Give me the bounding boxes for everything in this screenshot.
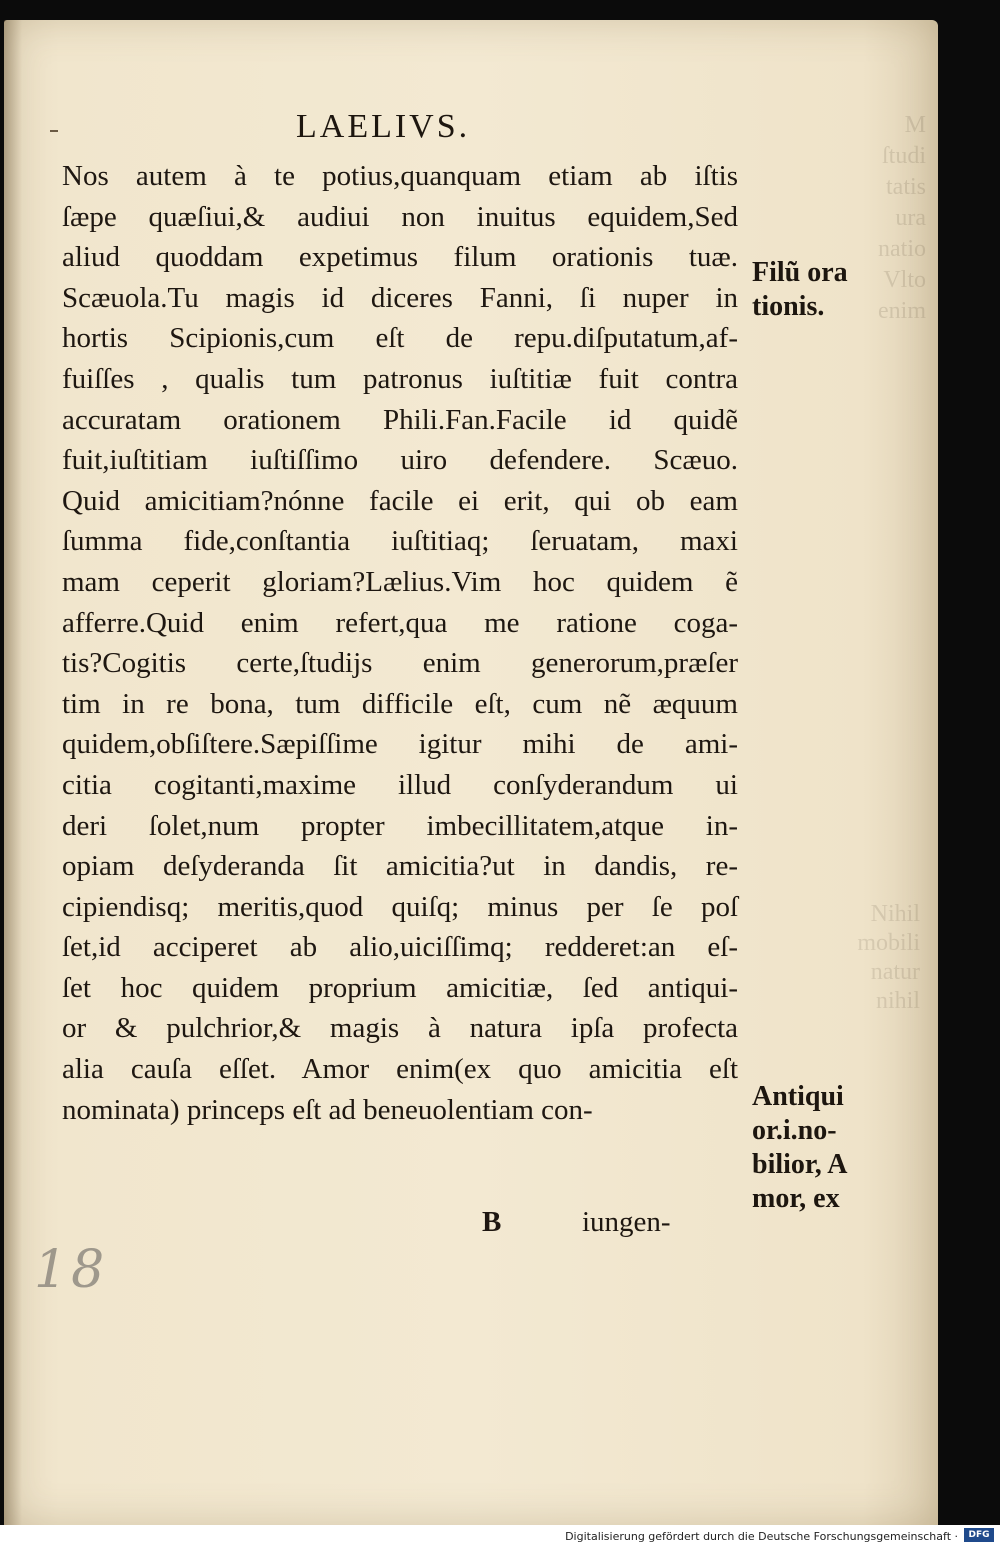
text-line: ſet hoc quidem proprium amicitiæ, ſed antiqui- — [62, 971, 738, 1004]
margin-note-line: Antiqui — [752, 1081, 844, 1112]
text-line: ſumma fide,conſtantia iuſtitiaq; ſeruatam, maxi — [62, 525, 738, 558]
text-line: Scæuola.Tu magis id diceres Fanni, ſi nuper in — [62, 281, 738, 314]
text-line: Quid amicitiam?nónne facile ei erit, qui ob eam — [62, 484, 738, 517]
text-line: fuiſſes , qualis tum patronus iuſtitiæ fuit contra — [62, 362, 738, 395]
running-head: LAELIVS. — [296, 108, 471, 145]
text-line: cipiendisq; meritis,quod quiſq; minus per ſe poſ — [62, 890, 738, 923]
text-line: ſet,id acciperet ab alio,uiciſſimq; redderet:an eſ- — [62, 931, 738, 964]
text-line: afferre.Quid enim refert,qua me ratione coga- — [62, 606, 738, 639]
catchword: iungen- — [582, 1206, 671, 1238]
show-through-text: M ſtudi tatis ura natio Vlto enim — [878, 112, 926, 324]
margin-note-1 — [752, 256, 848, 324]
show-through-text-lower: Nihil mobili natur nihil — [857, 901, 920, 1014]
signature-row — [62, 1206, 712, 1246]
margin-note-line: bilior, A — [752, 1149, 848, 1180]
text-line: aliud quoddam expetimus filum orationis tuæ. — [62, 241, 738, 274]
body-text — [62, 156, 738, 1130]
page-spine-shadow — [4, 20, 22, 1525]
text-line: hortis Scipionis,cum eſt de repu.diſputatum,af- — [62, 322, 738, 355]
pencil-page-number: 18 — [34, 1240, 109, 1300]
text-line: tis?Cogitis certe,ſtudijs enim generorum,præſer — [62, 647, 738, 680]
text-line: accuratam orationem Phili.Fan.Facile id quidẽ — [62, 403, 738, 436]
page-mark — [50, 130, 58, 132]
dfg-logo: DFG — [964, 1528, 994, 1542]
text-line: mam ceperit gloriam?Lælius.Vim hoc quidem ẽ — [62, 565, 738, 598]
text-line: or & pulchrior,& magis à natura ipſa profecta — [62, 1012, 738, 1045]
margin-note-line: Filũ ora — [752, 257, 848, 288]
text-line: Nos autem à te potius,quanquam etiam ab iſtis — [62, 160, 738, 192]
signature-mark: B — [482, 1206, 502, 1238]
text-line: fuit,iuſtitiam iuſtiſſimo uiro defendere. Scæuo. — [62, 444, 738, 477]
text-line: tim in re bona, tum difficile eſt, cum nẽ æquum — [62, 687, 738, 720]
text-line: deri ſolet,num propter imbecillitatem,atque in- — [62, 809, 738, 842]
text-line: quidem,obſiſtere.Sæpiſſime igitur mihi de ami- — [62, 728, 738, 761]
text-line: citia cogitanti,maxime illud conſyderandum ui — [62, 768, 738, 801]
text-line: ſæpe quæſiui,& audiui non inuitus equidem,Sed — [62, 200, 738, 233]
margin-note-line: mor, ex — [752, 1183, 840, 1214]
margin-note-line: or.i.no- — [752, 1115, 837, 1146]
margin-note-2 — [752, 1080, 847, 1216]
footer-credit: Digitalisierung gefördert durch die Deutsche Forschungsgemeinschaft · — [565, 1530, 958, 1543]
text-line: alia cauſa eſſet. Amor enim(ex quo amicitia eſt — [62, 1053, 738, 1086]
text-line: nominata) princeps eſt ad beneuolentiam con- — [62, 1093, 593, 1126]
text-line: opiam deſyderanda ſit amicitia?ut in dandis, re- — [62, 850, 738, 883]
margin-note-line: tionis. — [752, 291, 825, 322]
